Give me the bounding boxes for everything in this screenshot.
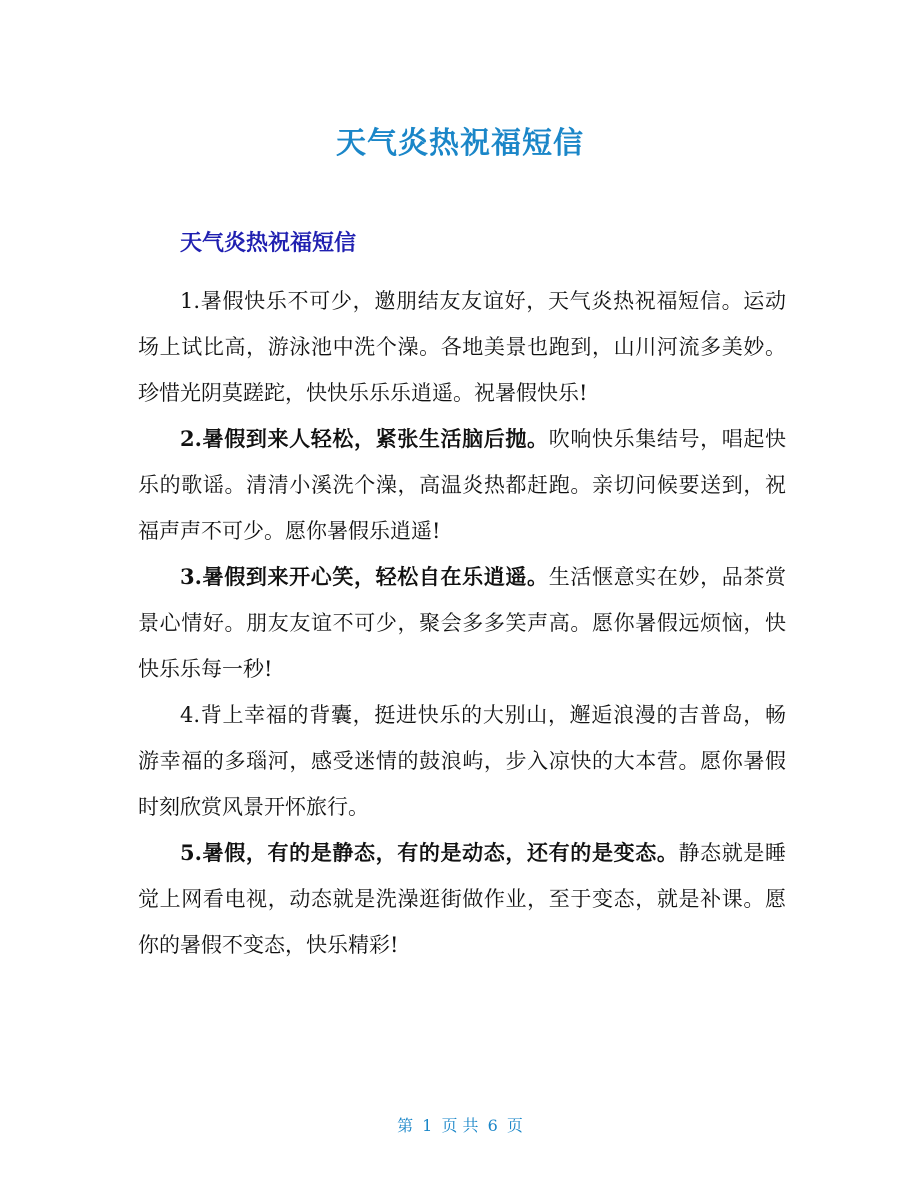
paragraph-lead: 3.暑假到来开心笑，轻松自在乐逍遥。 xyxy=(180,564,549,589)
footer-mid: 页 共 xyxy=(441,1116,479,1135)
paragraph-5 xyxy=(138,830,786,968)
page-footer xyxy=(0,1113,920,1136)
paragraph-text: 4.背上幸福的背囊，挺进快乐的大别山，邂逅浪漫的吉普岛，畅游幸福的多瑙河，感受迷情的鼓浪屿，步入凉快的大本营。愿你暑假时刻欣赏风景开怀旅行。 xyxy=(138,703,786,819)
footer-total-pages: 6 xyxy=(487,1116,498,1135)
footer-prefix: 第 xyxy=(397,1116,414,1135)
footer-current-page: 1 xyxy=(422,1116,433,1135)
paragraph-4 xyxy=(138,692,786,830)
paragraph-lead: 2.暑假到来人轻松，紧张生活脑后抛。 xyxy=(180,426,549,451)
footer-suffix: 页 xyxy=(506,1116,523,1135)
section-heading: 天气炎热祝福短信 xyxy=(180,231,357,256)
paragraph-3 xyxy=(138,554,786,692)
document-body xyxy=(138,278,786,968)
document-title: 天气炎热祝福短信 xyxy=(336,126,584,161)
paragraph-text: 生活惬意实在妙，品茶赏景心情好。朋友友谊不可少，聚会多多笑声高。愿你暑假远烦恼，快快乐乐每一秒! xyxy=(138,565,787,681)
paragraph-lead: 5.暑假，有的是静态，有的是动态，还有的是变态。 xyxy=(180,840,679,865)
paragraph-text: 吹响快乐集结号，唱起快乐的歌谣。清清小溪洗个澡，高温炎热都赶跑。亲切问候要送到，祝福声声不可少。愿你暑假乐逍遥! xyxy=(138,427,787,543)
paragraph-text: 1.暑假快乐不可少，邀朋结友友谊好，天气炎热祝福短信。运动场上试比高，游泳池中洗个澡。各地美景也跑到，山川河流多美妙。珍惜光阴莫蹉跎，快快乐乐乐逍遥。祝暑假快乐! xyxy=(138,289,786,405)
paragraph-text: 静态就是睡觉上网看电视，动态就是洗澡逛街做作业，至于变态，就是补课。愿你的暑假不变态，快乐精彩! xyxy=(138,841,787,957)
paragraph-2 xyxy=(138,416,786,554)
paragraph-1 xyxy=(138,278,786,416)
